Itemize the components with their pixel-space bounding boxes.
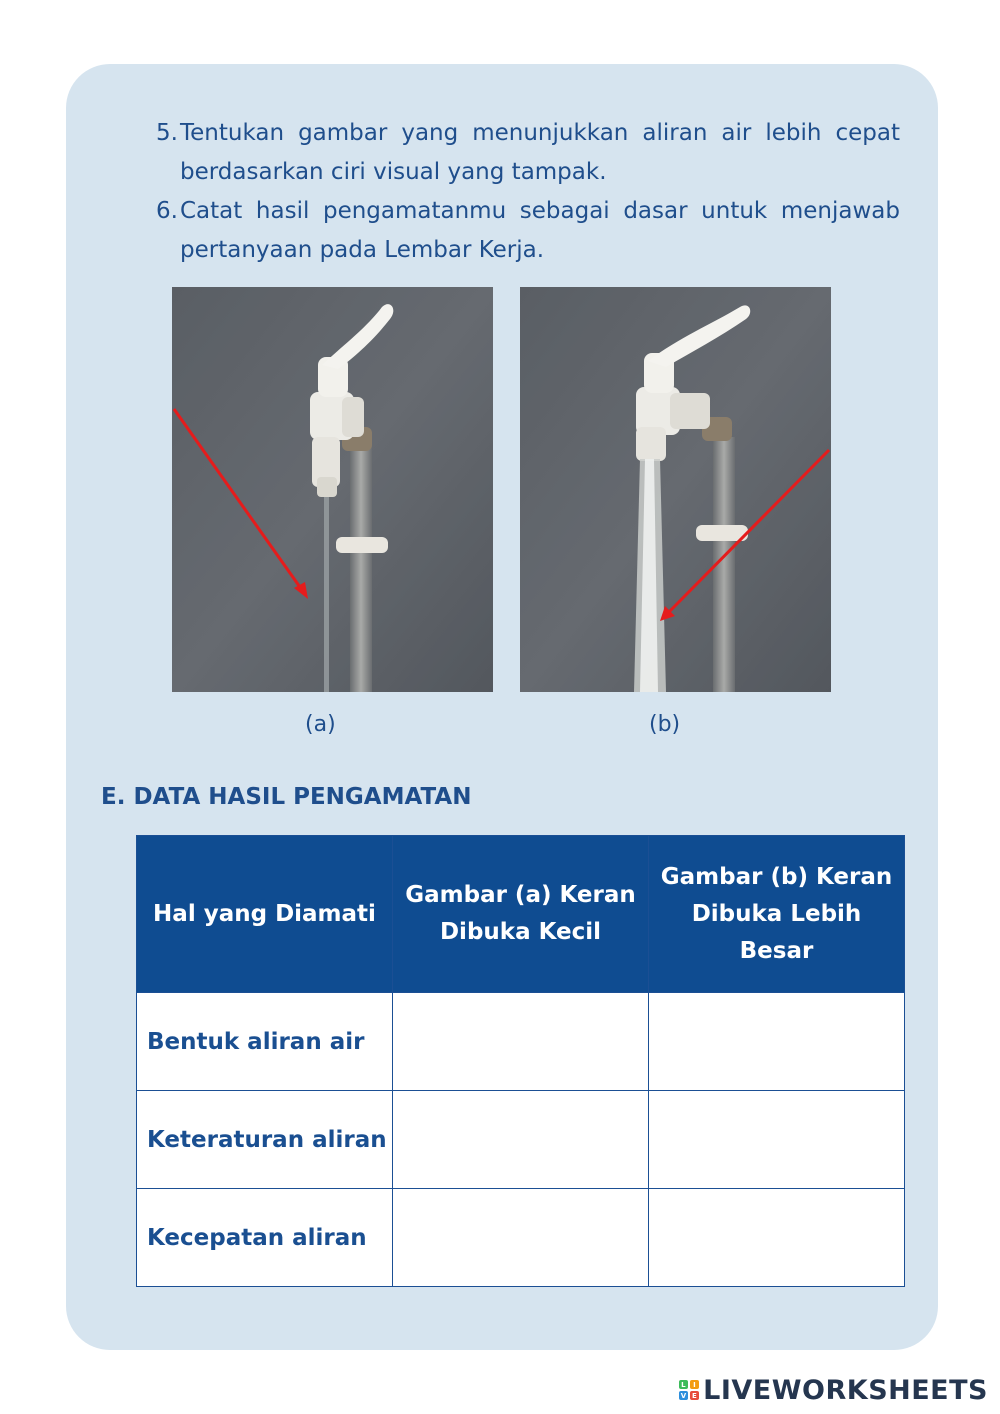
section-title: E. DATA HASIL PENGAMATAN [101,784,472,810]
answer-cell-b[interactable] [649,1091,905,1189]
step-item [156,114,900,192]
step-item [156,192,900,270]
header-observed-aspect: Hal yang Diamati [137,836,393,993]
row-label: Kecepatan aliran [137,1189,393,1287]
row-label: Keteraturan aliran [137,1091,393,1189]
liveworksheets-brand [679,1372,988,1408]
step-number: 6. [156,198,178,224]
answer-cell-a[interactable] [393,1189,649,1287]
table-row [137,1189,905,1287]
observation-table [136,835,905,1287]
step-text: Catat hasil pengamatanmu sebagai dasar untuk menjawab pertanyaan pada Lembar Kerja. [180,198,900,263]
step-text: Tentukan gambar yang menunjukkan aliran air lebih cepat berdasarkan ciri visual yang tampak. [180,120,900,185]
answer-cell-b[interactable] [649,1189,905,1287]
header-picture-b: Gambar (b) Keran Dibuka Lebih Besar [649,836,905,993]
table-row [137,993,905,1091]
header-picture-a: Gambar (a) Keran Dibuka Kecil [393,836,649,993]
table-row [137,1091,905,1189]
step-number: 5. [156,120,178,146]
answer-cell-a[interactable] [393,993,649,1091]
faucet-photo-b [520,287,831,692]
row-label: Bentuk aliran air [137,993,393,1091]
answer-cell-a[interactable] [393,1091,649,1189]
faucet-photo-a [172,287,493,692]
liveworksheets-logo-icon: L I V E [680,1380,698,1400]
caption-a: (a) [305,712,336,737]
brand-name: LIVEWORKSHEETS [703,1374,988,1406]
caption-b: (b) [649,712,681,737]
instruction-steps [156,114,900,270]
table-header-row [137,836,905,993]
answer-cell-b[interactable] [649,993,905,1091]
